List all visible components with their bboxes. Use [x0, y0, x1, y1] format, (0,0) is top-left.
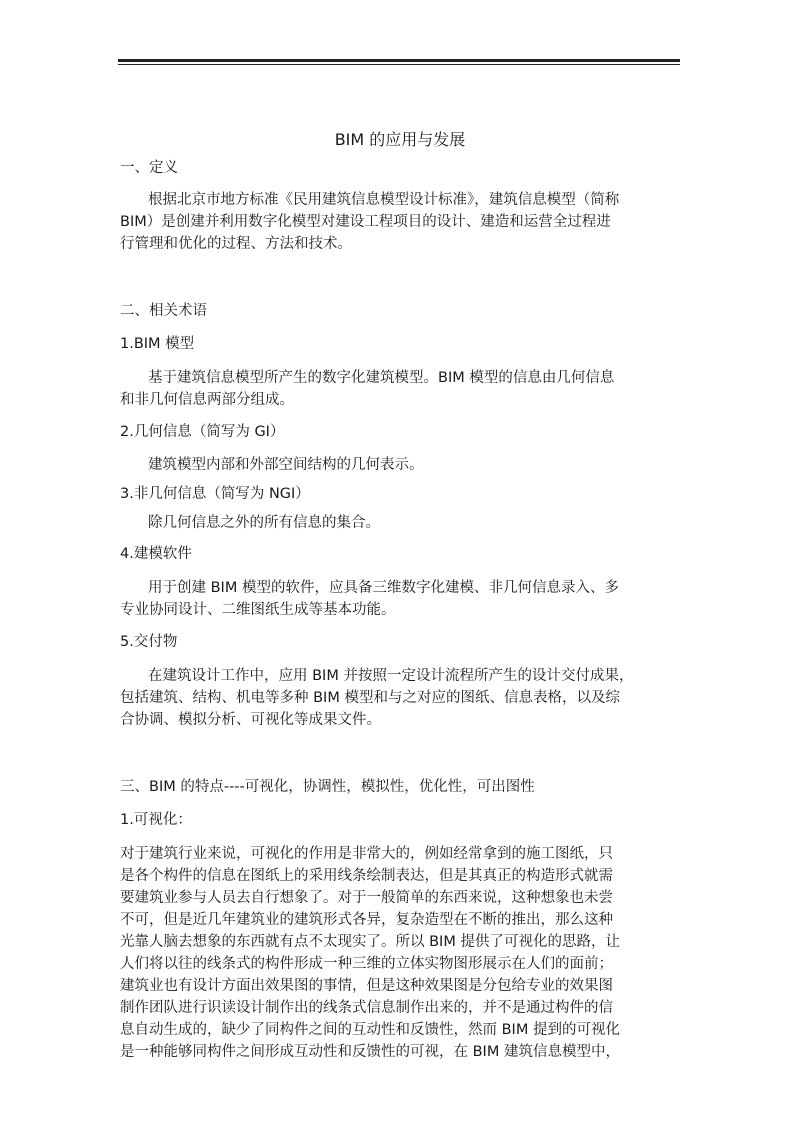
term-heading: 2.几何信息（简写为 GI）	[120, 424, 285, 440]
paragraph-line: 除几何信息之外的所有信息的集合。	[148, 515, 380, 531]
paragraph-line: 包括建筑、结构、机电等多种 BIM 模型和与之对应的图纸、信息表格，以及综	[120, 690, 620, 706]
paragraph-line: 行管理和优化的过程、方法和技术。	[120, 236, 352, 252]
paragraph-line: 息自动生成的，缺少了同构件之间的互动性和反馈性，然而 BIM 提到的可视化	[120, 1022, 620, 1038]
header-rule-thin	[118, 64, 680, 65]
paragraph-line: 是各个构件的信息在图纸上的采用线条绘制表达，但是其真正的构造形式就需	[120, 868, 613, 884]
paragraph-line: 要建筑业参与人员去自行想象了。对于一般简单的东西来说，这种想象也未尝	[120, 890, 613, 906]
paragraph-line: 合协调、模拟分析、可视化等成果文件。	[120, 712, 381, 728]
section-heading-terms: 二、相关术语	[120, 303, 207, 319]
section-heading-features: 三、BIM 的特点----可视化，协调性，模拟性，优化性，可出图性	[120, 779, 535, 795]
paragraph-line: 在建筑设计工作中，应用 BIM 并按照一定设计流程所产生的设计交付成果，	[148, 668, 634, 684]
paragraph-line: 制作团队进行识读设计制作出的线条式信息制作出来的，并不是通过构件的信	[120, 1000, 613, 1016]
paragraph-line: 和非几何信息两部分组成。	[120, 392, 294, 408]
paragraph-line: 建筑模型内部和外部空间结构的几何表示。	[148, 457, 424, 473]
document-title: BIM 的应用与发展	[334, 130, 466, 149]
paragraph-line: 用于创建 BIM 模型的软件，应具备三维数字化建模、非几何信息录入、多	[148, 580, 619, 596]
paragraph-line: 专业协同设计、二维图纸生成等基本功能。	[120, 602, 396, 618]
paragraph-line: 人们将以往的线条式的构件形成一种三维的立体实物图形展示在人们的面前；	[120, 956, 613, 972]
paragraph-line: 建筑业也有设计方面出效果图的事情，但是这种效果图是分包给专业的效果图	[120, 978, 613, 994]
paragraph-line: 基于建筑信息模型所产生的数字化建筑模型。BIM 模型的信息由几何信息	[148, 370, 615, 386]
header-rule-thick	[118, 59, 680, 62]
term-heading: 1.BIM 模型	[120, 336, 195, 352]
paragraph-line: 是一种能够同构件之间形成互动性和反馈性的可视，在 BIM 建筑信息模型中，	[120, 1044, 620, 1060]
paragraph-line: 根据北京市地方标准《民用建筑信息模型设计标准》，建筑信息模型（简称	[148, 192, 620, 208]
paragraph-line: BIM）是创建并利用数字化模型对建设工程项目的设计、建造和运营全过程进	[120, 214, 611, 230]
term-heading: 5.交付物	[120, 634, 178, 650]
feature-heading: 1.可视化：	[120, 812, 192, 828]
term-heading: 3.非几何信息（简写为 NGI）	[120, 486, 310, 502]
paragraph-line: 光靠人脑去想象的东西就有点不太现实了。所以 BIM 提供了可视化的思路，让	[120, 934, 620, 950]
paragraph-line: 不可，但是近几年建筑业的建筑形式各异，复杂造型在不断的推出，那么这种	[120, 912, 613, 928]
section-heading-definition: 一、定义	[120, 160, 178, 176]
paragraph-line: 对于建筑行业来说，可视化的作用是非常大的，例如经常拿到的施工图纸，只	[120, 846, 613, 862]
term-heading: 4.建模软件	[120, 546, 192, 562]
